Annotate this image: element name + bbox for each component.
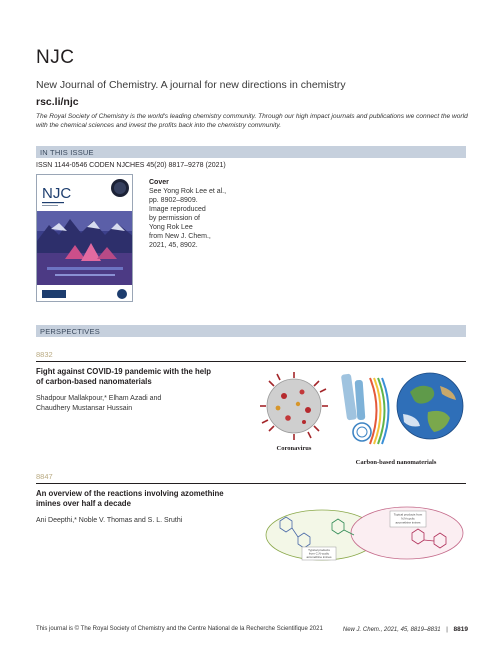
cover-line: See Yong Rok Lee et al., [149,188,227,195]
article-page-number: 8832 [36,350,53,359]
article-title-line: imines over half a decade [36,499,131,508]
azomethine-imines-illustration [262,503,467,563]
figure-label: Typical products from [393,512,423,517]
cover-line: by permission of [149,215,200,222]
article-authors-line: Chaudhery Mustansar Hussain [36,404,133,412]
article-authors [36,516,226,526]
cover-title: Cover [149,179,169,186]
figure-label: azomethine imines [306,555,332,559]
article-toc-graphic [262,503,467,563]
cover-line: Yong Rok Lee [149,224,193,231]
article-authors-line: Shadpour Mallakpour,* Elham Azadi and [36,395,162,402]
article-title-line: Fight against COVID-19 pandemic with the help [36,367,212,376]
coronavirus-label: Coronavirus [276,445,312,452]
journal-subtitle: New Journal of Chemistry. A journal for new directions in chemistry [36,79,346,91]
covid-nanomaterials-illustration [258,370,468,468]
footer-citation-group [343,626,468,633]
perspectives-label: PERSPECTIVES [40,326,100,336]
footer-page-number: 8819 [453,626,468,633]
article-page-number: 8847 [36,472,53,481]
rsc-blurb: The Royal Society of Chemistry is the world's leading chemistry community. Through our high impact journals and publications we connect the world with the chemical sciences and invest the profits back into the chemistry community. [36,113,468,129]
coronavirus-icon [260,372,328,440]
cover-description [149,178,269,250]
journal-logo: NJC [36,47,75,68]
figure-label: Typical products [308,548,330,552]
copyright-notice: This journal is © The Royal Society of Chemistry and the Centre National de la Recherche Scientifique 2021 [36,626,323,632]
cover-illustration [37,175,133,302]
article-rule [36,483,466,484]
article-toc-graphic [258,370,468,468]
figure-label: azomethine imines [395,520,421,525]
nanomaterials-label: Carbon-based nanomaterials [355,459,437,466]
article-rule [36,361,466,362]
earth-icon [397,373,463,439]
in-this-issue-band [36,146,466,158]
issn-line: ISSN 1144-0546 CODEN NJCHES 45(20) 8817–9278 (2021) [36,162,226,169]
cover-line: 2021, 45, 8902. [149,242,198,249]
article-authors-line: Ani Deepthi,* Noble V. Thomas and S. L. Sruthi [36,517,183,524]
article-authors [36,394,226,413]
journal-url[interactable]: rsc.li/njc [36,96,79,108]
in-this-issue-label: IN THIS ISSUE [40,147,94,157]
cover-image[interactable] [36,174,133,302]
article-title-line: of carbon-based nanomaterials [36,377,152,386]
article-title-line: An overview of the reactions involving azomethine [36,489,224,498]
cover-line: from New J. Chem., [149,233,211,240]
article-title[interactable] [36,489,251,509]
figure-label: N,N-cyclic [401,516,415,521]
footer-separator: | [446,627,448,633]
cover-logo: NJC [42,185,72,202]
footer-citation: New J. Chem., 2021, 45, 8819–8831 [342,627,441,633]
cover-line: Image reproduced [149,206,206,213]
article-title[interactable] [36,367,251,387]
nanomaterials-icon [341,374,389,444]
cover-line: pp. 8902–8909. [149,197,198,204]
perspectives-band [36,325,466,337]
figure-label: from C,N-cyclic [308,551,330,556]
